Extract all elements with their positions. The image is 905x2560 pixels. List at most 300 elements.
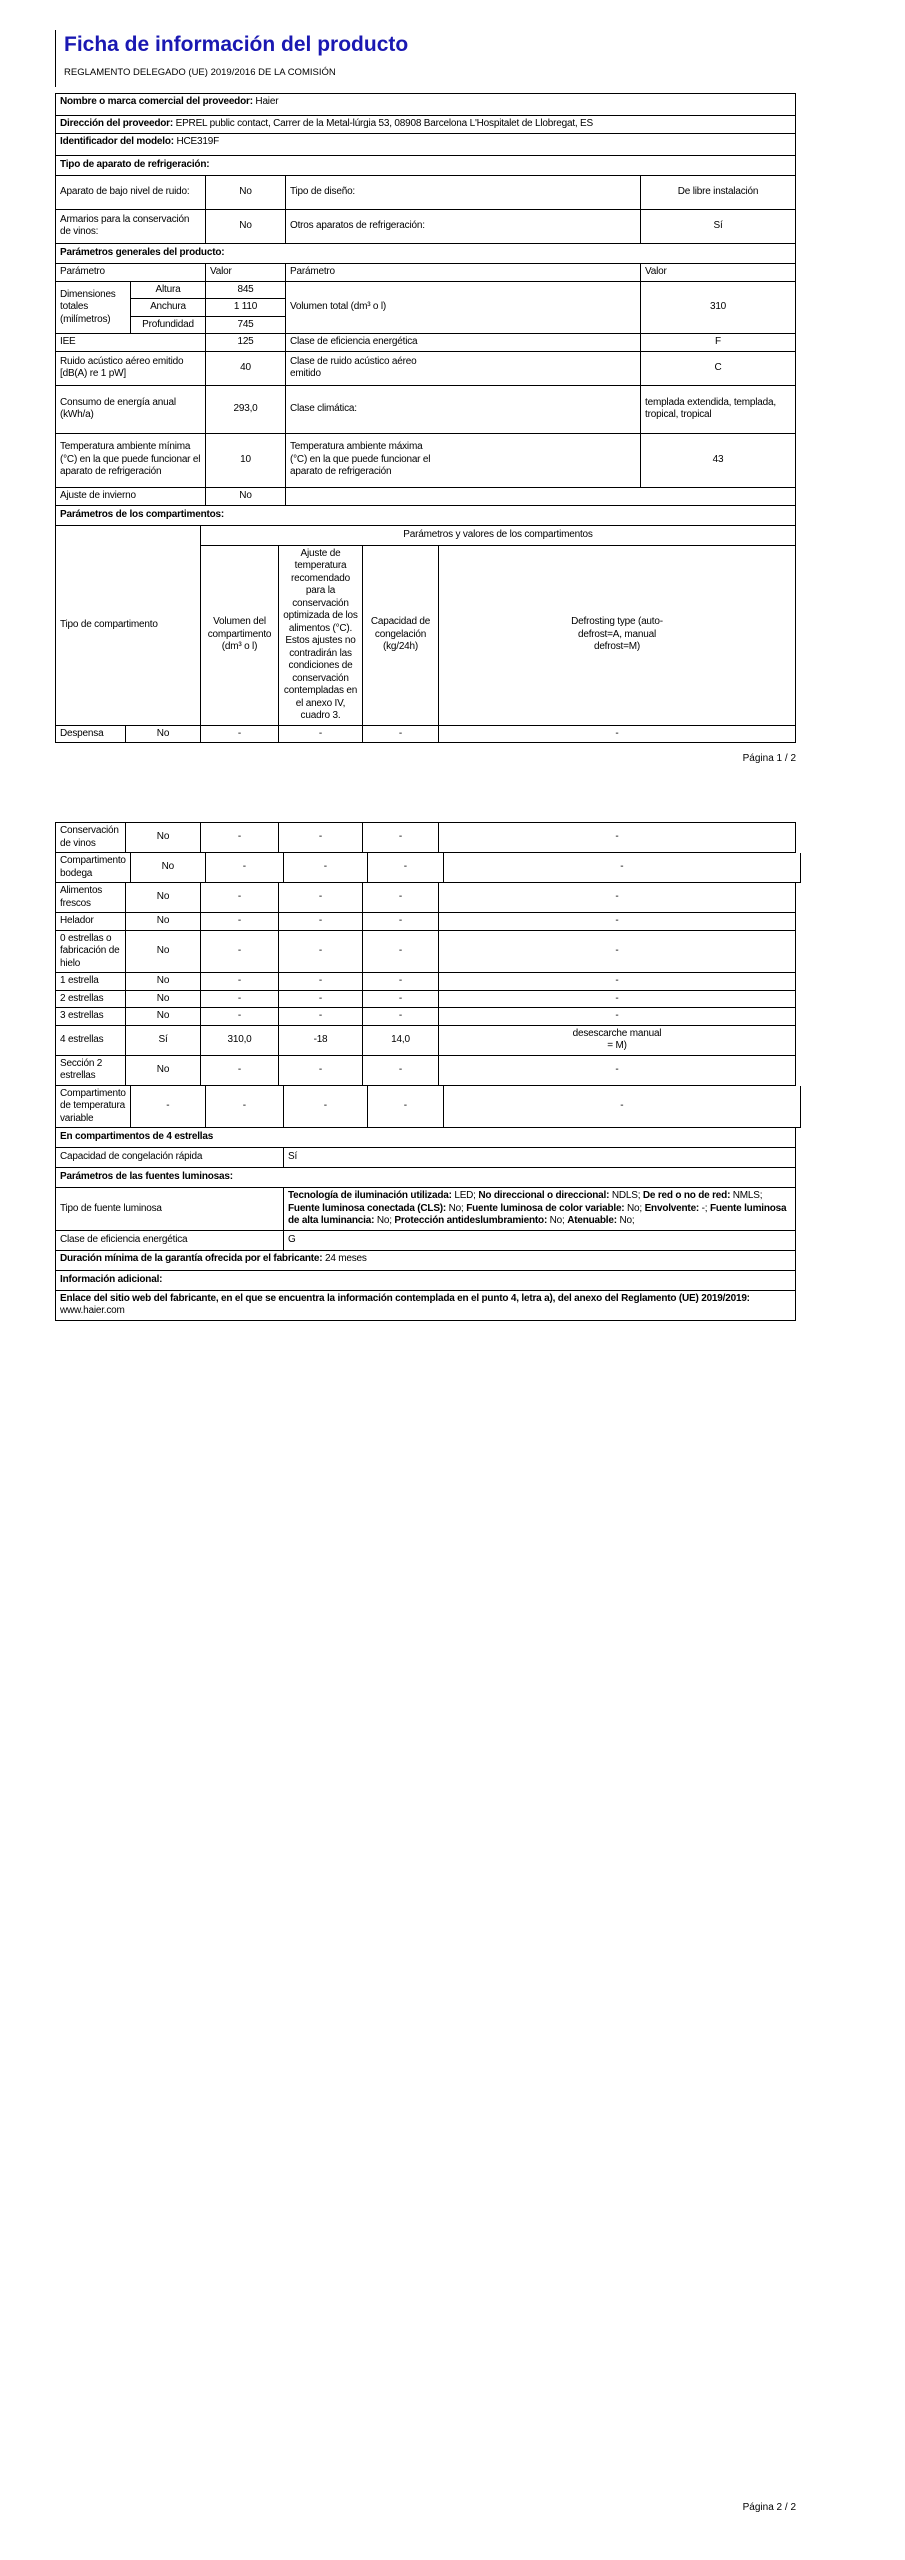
dimensions-label: [56, 282, 131, 335]
website-label: Enlace del sitio web del fabricante, en el que se encuentra la información contemplada en el punto 4, letra a), del anexo del Reglamento (UE) 2019/2019:: [60, 1292, 750, 1304]
compartment-name: [56, 1086, 131, 1129]
compartment-temp-text: -: [323, 861, 327, 873]
compartment-volume: [201, 1026, 279, 1056]
compartment-present: [131, 1086, 206, 1129]
compartment-temp-text: -: [318, 992, 323, 1004]
compartment-present: [126, 726, 201, 744]
volume-column-header-text: Volumen del compartimento (dm³ o l): [207, 616, 272, 653]
compartment-volume-text: -: [237, 1010, 242, 1021]
compartment-volume-text: -: [237, 975, 242, 986]
param-label: [56, 210, 206, 244]
compartment-temp-text: -: [318, 1010, 323, 1021]
compartment-defrost-text: -: [615, 1010, 619, 1021]
refrigeration-type-heading-row: [56, 156, 796, 176]
compartment-defrost-text: desescarche manual = M): [572, 1027, 662, 1051]
column-header-value: [206, 264, 286, 282]
supplier-name-row: [56, 94, 796, 116]
compartment-volume: [206, 1086, 284, 1129]
website-cell: [56, 1291, 796, 1321]
light-params-heading: Parámetros de las fuentes luminosas:: [56, 1168, 796, 1188]
column-header-param: [56, 264, 206, 282]
param-value-text: 125: [237, 336, 254, 348]
param-label: [286, 386, 641, 434]
dimensions-subtable: [131, 282, 286, 335]
param-value: [206, 210, 286, 244]
manufacturer-link[interactable]: www.haier.com: [60, 1305, 125, 1316]
compartment-freeze: [363, 1008, 439, 1026]
compartment-rows-page2: [56, 823, 796, 1128]
compartment-defrost: [439, 823, 796, 853]
param-value: [206, 176, 286, 210]
general-params-heading-row: [56, 244, 796, 264]
supplier-address-label: Dirección del proveedor:: [60, 118, 174, 130]
dimension-value-text: 1 110: [233, 301, 258, 313]
compartment-freeze-text: -: [398, 727, 403, 739]
fast-freeze-row: [56, 1148, 796, 1168]
compartment-temp-text: -: [318, 1063, 323, 1075]
compartment-defrost-text: -: [615, 1063, 619, 1075]
param-row: [56, 210, 796, 244]
model-id-label: Identificador del modelo:: [60, 135, 174, 147]
winter-setting-row: [56, 488, 796, 506]
param-label-text: Temperatura ambiente mínima (°C) en la que puede funcionar el aparato de refrigeración: [60, 441, 201, 478]
param-row: [56, 352, 796, 386]
winter-setting-label: [56, 488, 206, 506]
compartment-present: [126, 973, 201, 991]
param-value: [641, 352, 796, 386]
compartment-row: [56, 991, 796, 1009]
compartments-header-right: [201, 526, 796, 726]
compartment-freeze-text: 14,0: [391, 1033, 410, 1045]
four-star-heading: En compartimentos de 4 estrellas: [56, 1128, 796, 1148]
winter-setting-value: [206, 488, 286, 506]
compartment-defrost: [439, 883, 796, 913]
light-params-heading-row: [56, 1168, 796, 1188]
compartment-volume: [201, 913, 279, 931]
compartments-group-header: [201, 526, 796, 546]
compartment-temp: [279, 931, 363, 974]
light-attribute-label: De red o no de red:: [642, 1190, 731, 1201]
compartment-type-header-text: Tipo de compartimento: [60, 618, 158, 630]
compartment-defrost: [444, 853, 801, 883]
compartment-temp-text: -: [318, 915, 323, 926]
param-value: [206, 386, 286, 434]
compartment-present-text: -: [166, 1100, 170, 1111]
additional-info-heading-row: [56, 1271, 796, 1291]
compartment-name-text: Despensa: [60, 727, 104, 739]
dimension-value: [206, 299, 286, 317]
dimension-name: [131, 282, 206, 300]
compartments-heading-row: [56, 506, 796, 526]
compartment-name-text: Compartimento bodega: [60, 855, 126, 879]
param-value: [641, 176, 796, 210]
compartment-name-text: Alimentos frescos: [60, 885, 103, 909]
compartment-freeze: [363, 823, 439, 853]
compartment-volume: [201, 991, 279, 1009]
total-volume-label: [286, 282, 641, 335]
compartment-name-text: Sección 2 estrellas: [60, 1057, 103, 1081]
compartment-freeze: [363, 973, 439, 991]
compartment-temp: [279, 726, 363, 744]
compartments-heading: Parámetros de los compartimentos:: [56, 506, 796, 526]
column-header-text: Valor: [645, 265, 667, 277]
compartment-temp: [284, 1086, 368, 1129]
light-attribute-label: Atenuable:: [567, 1215, 617, 1226]
compartment-volume: [201, 1056, 279, 1086]
compartment-temp: [279, 1008, 363, 1026]
empty-cell: [286, 488, 796, 506]
compartment-volume: [201, 1008, 279, 1026]
energy-class-label: [56, 1231, 284, 1251]
compartment-row: [56, 1026, 796, 1056]
energy-class-label-text: Clase de eficiencia energética: [60, 1233, 188, 1245]
compartment-volume-text: 310,0: [227, 1033, 252, 1045]
compartment-temp-text: -18: [313, 1033, 328, 1045]
param-row: [56, 386, 796, 434]
compartment-name-text: 2 estrellas: [60, 992, 104, 1004]
compartment-row: [56, 1008, 796, 1026]
dimension-name-text: Anchura: [150, 301, 186, 313]
total-volume-value-text: 310: [709, 301, 727, 313]
compartment-row: [56, 973, 796, 991]
param-value: [641, 386, 796, 434]
dimension-name: [131, 299, 206, 317]
compartment-present: [131, 853, 206, 883]
compartment-volume: [201, 726, 279, 744]
compartment-defrost: [439, 1026, 796, 1056]
compartment-defrost-text: -: [615, 945, 619, 956]
compartment-defrost-text: -: [615, 727, 619, 739]
compartment-present-text: No: [156, 831, 170, 843]
compartment-name-text: Conservación de vinos: [60, 825, 119, 849]
compartment-volume-text: -: [237, 727, 242, 739]
param-value: [641, 334, 796, 352]
supplier-name-value: Haier: [255, 96, 279, 108]
compartment-volume: [206, 853, 284, 883]
compartment-present: [126, 1026, 201, 1056]
dimensions-label-text: Dimensiones totales (milímetros): [60, 288, 116, 325]
page2-footer: Página 2 / 2: [742, 2502, 796, 2513]
param-value-text: 43: [712, 453, 724, 465]
temp-column-header-text: Ajuste de temperatura recomendado para la conservación optimizada de los alimentos (°C). Estos ajustes no contradirán las condiciones de conservación contempladas en el anexo IV, cuadro 3.: [283, 547, 358, 722]
compartment-temp: [279, 883, 363, 913]
compartment-defrost: [439, 726, 796, 744]
light-source-label-text: Tipo de fuente luminosa: [60, 1202, 162, 1214]
compartment-name: [56, 973, 126, 991]
compartment-volume-text: -: [237, 992, 242, 1004]
total-volume-label-text: Volumen total (dm³ o l): [290, 301, 386, 313]
dimension-subrow: [131, 282, 286, 300]
compartment-volume: [201, 823, 279, 853]
compartment-present-text: No: [156, 992, 170, 1004]
freeze-column-header: [363, 546, 439, 726]
param-value: [206, 334, 286, 352]
param-label-text: Otros aparatos de refrigeración:: [290, 219, 425, 231]
compartment-row: [56, 883, 796, 913]
param-label: [56, 352, 206, 386]
light-source-row: [56, 1188, 796, 1231]
page-1: [55, 30, 796, 766]
column-header-value: [641, 264, 796, 282]
model-id-cell: [56, 134, 796, 156]
light-attribute-label: Fuente luminosa conectada (CLS):: [288, 1202, 447, 1214]
param-label: [56, 386, 206, 434]
compartment-temp-text: -: [318, 945, 323, 956]
param-value-text: 10: [240, 453, 251, 465]
compartment-freeze-text: -: [403, 1100, 407, 1111]
compartment-freeze-text: -: [398, 1010, 403, 1021]
compartment-defrost-text: -: [615, 891, 619, 903]
compartment-name-text: 4 estrellas: [60, 1033, 104, 1045]
compartment-freeze-text: -: [403, 861, 407, 873]
param-label-text: Ruido acústico aéreo emitido [dB(A) re 1 pW]: [60, 355, 184, 380]
compartment-temp: [279, 823, 363, 853]
compartment-name-text: Helador: [60, 915, 94, 926]
compartment-volume: [201, 883, 279, 913]
compartments-group-header-row: [201, 526, 796, 546]
dimension-name-text: Profundidad: [142, 318, 194, 330]
winter-setting-label-text: Ajuste de invierno: [60, 489, 136, 501]
supplier-name-cell: [56, 94, 796, 116]
param-label-text: Temperatura ambiente máxima (°C) en la que puede funcionar el aparato de refrigeración: [290, 441, 431, 478]
column-header-param: [286, 264, 641, 282]
compartment-volume: [201, 973, 279, 991]
compartment-defrost: [444, 1086, 801, 1129]
dimension-name: [131, 317, 206, 335]
compartment-freeze-text: -: [398, 891, 403, 903]
dimensions-row: [56, 282, 796, 335]
compartment-freeze: [368, 853, 444, 883]
compartment-freeze: [363, 931, 439, 974]
total-volume-value: [641, 282, 796, 335]
supplier-name-label: Nombre o marca comercial del proveedor:: [60, 96, 253, 108]
compartment-present: [126, 931, 201, 974]
model-id-value: HCE319F: [176, 135, 220, 147]
compartment-defrost: [439, 1008, 796, 1026]
refrigeration-type-heading: Tipo de aparato de refrigeración:: [56, 156, 796, 176]
light-attribute-label: Fuente luminosa de alta luminancia:: [288, 1202, 787, 1226]
param-label-text: Clase climática:: [290, 402, 357, 414]
compartment-defrost: [439, 991, 796, 1009]
compartment-volume-text: -: [237, 891, 242, 903]
compartment-row: [56, 853, 796, 883]
supplier-address-row: [56, 116, 796, 134]
compartment-defrost-text: -: [615, 831, 619, 843]
param-label-text: Tipo de diseño:: [290, 185, 356, 197]
compartment-freeze: [363, 883, 439, 913]
winter-setting-value-text: No: [239, 489, 252, 501]
compartment-freeze-text: -: [398, 831, 403, 843]
compartment-name: [56, 823, 126, 853]
param-row: [56, 434, 796, 488]
compartment-volume-text: -: [237, 945, 242, 956]
compartment-freeze: [363, 726, 439, 744]
compartment-temp: [279, 973, 363, 991]
compartment-name: [56, 1056, 126, 1086]
regulation-subtitle: REGLAMENTO DELEGADO (UE) 2019/2016 DE LA COMISIÓN: [64, 67, 336, 79]
param-value-text: C: [714, 361, 722, 373]
compartment-name-text: 0 estrellas o fabricación de hielo: [60, 932, 120, 969]
compartment-name-text: Compartimento de temperatura variable: [60, 1087, 126, 1124]
compartment-defrost: [439, 913, 796, 931]
compartments-columns-header-row: [201, 546, 796, 726]
compartment-freeze-text: -: [398, 1063, 403, 1075]
compartment-present-text: No: [156, 915, 170, 926]
warranty-cell: [56, 1251, 796, 1271]
compartment-present-text: No: [156, 1063, 170, 1075]
dimension-subrow: [131, 317, 286, 335]
param-value-text: 293,0: [233, 402, 258, 414]
compartment-name: [56, 991, 126, 1009]
compartment-freeze: [363, 1026, 439, 1056]
param-value-text: No: [239, 219, 252, 231]
compartment-defrost-text: -: [615, 992, 619, 1004]
title-block: [55, 30, 796, 87]
page2-footer-wrap: [55, 2502, 796, 2515]
supplier-address-cell: [56, 116, 796, 134]
compartment-present: [126, 991, 201, 1009]
light-attribute-label: Tecnología de iluminación utilizada:: [288, 1190, 452, 1201]
param-label-text: Armarios para la conservación de vinos:: [60, 213, 190, 238]
fast-freeze-value-text: Sí: [288, 1151, 298, 1163]
page1-footer: Página 1 / 2: [742, 753, 796, 765]
compartment-defrost-text: -: [615, 915, 619, 926]
page1-table: [55, 93, 796, 743]
energy-class-value-text: G: [288, 1233, 296, 1245]
compartment-defrost-text: -: [620, 1100, 624, 1111]
dimension-value: [206, 282, 286, 300]
param-label: [286, 334, 641, 352]
param-label: [56, 434, 206, 488]
param-value-text: F: [715, 336, 721, 348]
compartment-volume-text: -: [237, 831, 242, 843]
light-source-label: [56, 1188, 284, 1231]
param-label: [286, 352, 641, 386]
param-row: [56, 176, 796, 210]
compartment-freeze-text: -: [398, 915, 403, 926]
compartment-present: [126, 913, 201, 931]
compartment-present-text: No: [156, 891, 170, 903]
compartment-row: [56, 1086, 796, 1129]
param-label-text: Clase de eficiencia energética: [290, 336, 418, 348]
dimension-subrow: [131, 299, 286, 317]
warranty-label: Duración mínima de la garantía ofrecida por el fabricante:: [60, 1252, 323, 1264]
light-attribute-label: No direccional o direccional:: [478, 1190, 610, 1201]
compartment-temp: [284, 853, 368, 883]
compartment-temp: [279, 913, 363, 931]
compartment-volume-text: -: [242, 861, 246, 873]
compartment-defrost-text: -: [615, 975, 619, 986]
energy-class-row: [56, 1231, 796, 1251]
compartment-present-text: No: [156, 945, 170, 956]
fast-freeze-label: [56, 1148, 284, 1168]
temp-column-header: [279, 546, 363, 726]
param-label-text: Clase de ruido acústico aéreo emitido: [290, 355, 417, 380]
compartment-freeze: [363, 991, 439, 1009]
compartment-row: [56, 1056, 796, 1086]
param-value: [641, 210, 796, 244]
compartment-volume-text: -: [237, 1063, 242, 1075]
page-2: [55, 822, 796, 1321]
param-label: [286, 434, 641, 488]
compartment-freeze: [363, 913, 439, 931]
param-value-text: De libre instalación: [677, 185, 759, 197]
param-value: [206, 434, 286, 488]
compartment-temp-text: -: [318, 891, 323, 903]
compartment-freeze: [363, 1056, 439, 1086]
warranty-row: [56, 1251, 796, 1271]
compartment-temp: [279, 1026, 363, 1056]
compartment-row: [56, 823, 796, 853]
compartment-name: [56, 1026, 126, 1056]
volume-column-header: [201, 546, 279, 726]
light-source-description: Tecnología de iluminación utilizada: LED; No direccional o direccional: NDLS; De red o no de red: NMLS; Fuente luminosa conectada (CLS): No; Fuente luminosa de color variable: No; Envolvente: -; Fuente luminosa de alta luminancia: No; Protección antideslumbramiento: No; Atenuable: No;: [284, 1188, 796, 1231]
defrost-column-header: [439, 546, 796, 726]
param-label: [286, 176, 641, 210]
freeze-column-header-text: Capacidad de congelación (kg/24h): [370, 616, 431, 653]
param-value-text: No: [239, 185, 252, 197]
fast-freeze-label-text: Capacidad de congelación rápida: [60, 1151, 203, 1163]
column-header-text: Parámetro: [60, 265, 105, 277]
compartment-name: [56, 853, 131, 883]
document-title: Ficha de información del producto: [64, 33, 409, 56]
param-row: [56, 334, 796, 352]
compartment-freeze-text: -: [398, 945, 403, 956]
compartment-temp-text: -: [318, 831, 323, 843]
compartment-present: [126, 1056, 201, 1086]
param-value-text: 40: [240, 361, 251, 373]
compartment-defrost-text: -: [620, 861, 624, 873]
compartment-present-text: No: [156, 1010, 170, 1021]
compartment-freeze-text: -: [398, 992, 403, 1004]
compartment-defrost: [439, 931, 796, 974]
compartment-present-text: No: [156, 727, 170, 739]
compartment-type-header: [56, 526, 201, 726]
website-row: [56, 1291, 796, 1321]
compartment-present: [126, 1008, 201, 1026]
compartment-present-text: Sí: [158, 1033, 168, 1045]
param-label-text: Aparato de bajo nivel de ruido:: [60, 185, 190, 197]
param-label-text: IEE: [60, 336, 76, 348]
compartment-name: [56, 931, 126, 974]
compartment-present: [126, 823, 201, 853]
param-label: [286, 210, 641, 244]
dimension-name-text: Altura: [155, 283, 181, 295]
compartment-name: [56, 883, 126, 913]
compartment-row: [56, 913, 796, 931]
compartment-defrost: [439, 1056, 796, 1086]
compartment-temp: [279, 991, 363, 1009]
param-label: [56, 334, 206, 352]
compartment-freeze-text: -: [398, 975, 403, 986]
light-attribute-label: Envolvente:: [644, 1202, 700, 1214]
compartment-temp-text: -: [318, 975, 323, 986]
compartment-name: [56, 726, 126, 744]
light-attribute-label: Fuente luminosa de color variable:: [466, 1202, 625, 1214]
param-value: [641, 434, 796, 488]
warranty-value: 24 meses: [324, 1252, 367, 1264]
compartment-temp-text: -: [323, 1100, 327, 1111]
compartment-volume-text: -: [237, 915, 242, 926]
compartment-name: [56, 913, 126, 931]
compartment-name: [56, 1008, 126, 1026]
compartment-present: [126, 883, 201, 913]
param-value-text: Sí: [713, 219, 723, 231]
compartments-header: [56, 526, 796, 726]
compartment-row: [56, 726, 796, 744]
page2-table: [55, 822, 796, 1321]
compartment-volume-text: -: [242, 1100, 246, 1111]
